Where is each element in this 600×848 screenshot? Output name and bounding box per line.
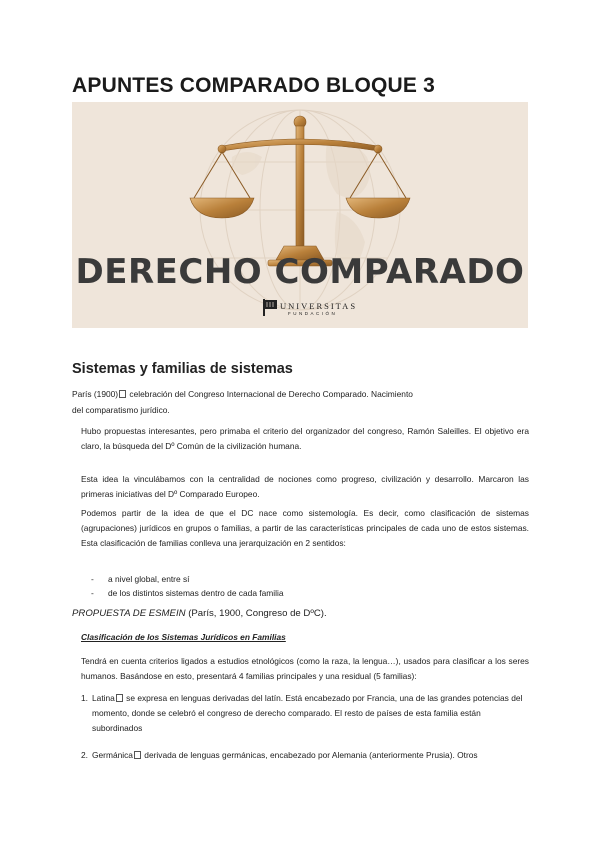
- paragraph-3: Podemos partir de la idea de que el DC nace como sistemología. Es decir, como clasificación de sistemas (agrupaciones) jurídicos en grupos o familias, a partir de las características principales de cada uno de estos sistemas. Esta clasificación de familias conlleva una jerarquización en 2 sentidos:: [81, 508, 529, 548]
- list-item-text: derivada de lenguas germánicas, encabezado por Alemania (anteriormente Prusia). Otros: [141, 750, 478, 760]
- bullet-text-1: a nivel global, entre sí: [108, 574, 190, 584]
- list-item-1: [92, 691, 529, 736]
- proposal-line: [72, 608, 327, 619]
- list-item-text: se expresa en lenguas derivadas del latín. Está encabezado por Francia, una de las grandes potencias del momento, donde se celebró el congreso de derecho comparado. El resto de países de esta familia están subordinados: [92, 693, 523, 733]
- bullet-item: -: [91, 588, 94, 598]
- paragraph-1: Hubo propuestas interesantes, pero primaba el criterio del organizador del congreso, Ramón Saleilles. El objetivo era claro, la búsqueda del Dº Común de la civilización humana.: [81, 426, 529, 451]
- logo-text: UNIVERSITAS: [280, 301, 358, 311]
- paragraph-4: Tendrá en cuenta criterios ligados a estudios etnológicos (como la raza, la lengua…), usados para clasificar a los seres humanos. Basándose en esto, presentará 4 familias principales y una residual (5 familias):: [81, 656, 529, 681]
- proposal-detail: (París, 1900, Congreso de DºC).: [185, 608, 327, 619]
- intro-line-1: [72, 387, 452, 402]
- universitas-logo: [262, 298, 358, 320]
- banner-title-text: DERECHO COMPARADO: [75, 252, 525, 292]
- document-title: APUNTES COMPARADO BLOQUE 3: [72, 74, 435, 97]
- missing-glyph-icon: [116, 694, 123, 702]
- scale-icon: [190, 116, 410, 266]
- scales-of-justice-illustration: [72, 102, 528, 328]
- bullet-text-2: de los distintos sistemas dentro de cada familia: [108, 588, 284, 598]
- subheading: Clasificación de los Sistemas Jurídicos en Familias: [81, 632, 286, 642]
- flag-logo-icon: [262, 298, 278, 316]
- proposal-title: PROPUESTA DE ESMEIN: [72, 608, 186, 619]
- intro-place-date: París (1900): [72, 389, 119, 399]
- bullet-item: -: [91, 574, 94, 584]
- list-item-2: [92, 748, 529, 763]
- intro-rest: celebración del Congreso Internacional de Derecho Comparado. Nacimiento: [127, 389, 413, 399]
- intro-line-2: del comparatismo jurídico.: [72, 405, 170, 415]
- list-item-head: Germánica: [92, 750, 133, 760]
- missing-glyph-icon: [119, 390, 126, 398]
- list-marker: 2.: [81, 750, 88, 760]
- logo-subtext: FUNDACIÓN: [288, 311, 338, 316]
- missing-glyph-icon: [134, 751, 141, 759]
- list-item-head: Latina: [92, 693, 115, 703]
- banner-image: [72, 102, 528, 328]
- paragraph-2: Esta idea la vinculábamos con la centralidad de nociones como progreso, civilización y desarrollo. Marcaron las primeras iniciativas del Dº Comparado Europeo.: [81, 474, 529, 499]
- section-heading: Sistemas y familias de sistemas: [72, 361, 293, 377]
- list-marker: 1.: [81, 693, 88, 703]
